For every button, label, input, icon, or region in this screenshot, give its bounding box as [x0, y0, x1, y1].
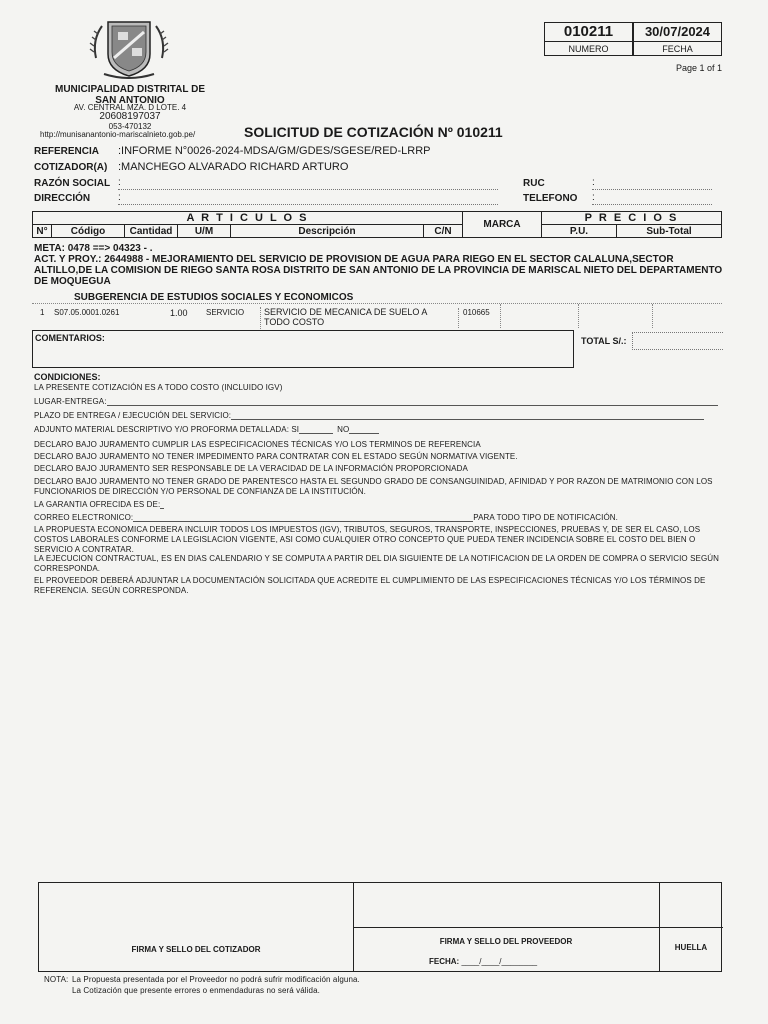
- adjunto-si-field[interactable]: [299, 425, 333, 434]
- col-no: N°: [33, 225, 52, 238]
- declaracion-4: DECLARO BAJO JURAMENTO NO TENER GRADO DE PARENTESCO HASTA EL SEGUNDO GRADO DE CONSANGUINIDAD, AFINIDAD Y POR RAZON DE MATRIMONIO CON LOS FUNCIONARIOS DE DIRECCIÓN Y/O PERSONAL DE CONFIANZA DE LA INSTITUCIÓN.: [34, 477, 713, 496]
- adjunto-label: ADJUNTO MATERIAL DESCRIPTIVO Y/O PROFORMA DETALLADA: SI: [34, 425, 300, 434]
- declaracion-1: DECLARO BAJO JURAMENTO CUMPLIR LAS ESPECIFICACIONES TÉCNICAS Y/O LOS TERMINOS DE REFERENCIA: [34, 440, 481, 449]
- correo-suffix: PARA TODO TIPO DE NOTIFICACIÓN.: [473, 513, 619, 522]
- ruc-value: :: [592, 177, 595, 188]
- project-description: ACT. Y PROY.: 2644988 - MEJORAMIENTO DEL SERVICIO DE PROVISION DE AGUA PARA RIEGO EN EL SECTOR CALALUNA,SECTOR ALTILLO,DE LA COMISION DE RIEGO SANTA ROSA DISTRITO DE SAN ANTONIO DE LA PROVINCIA DE MARISCAL NIETO DEL DEPARTAMENTO DE MOQUEGUA: [34, 254, 723, 287]
- col-pu: P.U.: [542, 225, 617, 238]
- col-um: U/M: [178, 225, 231, 238]
- nota-line1: La Propuesta presentada por el Proveedor no podrá sufrir modificación alguna.: [72, 975, 360, 984]
- document-title: SOLICITUD DE COTIZACIÓN Nº 010211: [244, 124, 503, 140]
- plazo-entrega-label: PLAZO DE ENTREGA / EJECUCIÓN DEL SERVICIO:: [34, 411, 232, 420]
- huella-label: HUELLA: [674, 943, 708, 952]
- item-cn: 010665: [458, 308, 490, 328]
- referencia-value: :INFORME N°0026-2024-MDSA/GM/GDES/SGESE/RED-LRRP: [118, 145, 431, 157]
- subgerencia-line: SUBGERENCIA DE ESTUDIOS SOCIALES Y ECONOMICOS: [74, 292, 354, 303]
- item-codigo: S07.05.0001.0261: [54, 308, 120, 317]
- comentarios-label: COMENTARIOS:: [35, 333, 105, 343]
- fecha-box: [633, 22, 722, 56]
- articulos-header: A R T I C U L O S: [33, 212, 463, 225]
- numero-box: [544, 22, 633, 56]
- correo-field[interactable]: [133, 513, 473, 522]
- fecha-value: 30/07/2024: [634, 23, 721, 42]
- item-cantidad: 1.00: [170, 308, 188, 318]
- org-name-line1: MUNICIPALIDAD DISTRITAL DE: [55, 84, 205, 95]
- numero-value: 010211: [545, 23, 632, 42]
- telefono-field[interactable]: [592, 192, 712, 205]
- declaracion-2: DECLARO BAJO JURAMENTO NO TENER IMPEDIMENTO PARA CONTRATAR CON EL ESTADO SEGÚN NORMATIVA VIGENTE.: [34, 452, 518, 461]
- fecha-firma-label: FECHA:: [429, 957, 460, 966]
- col-descripcion: Descripción: [231, 225, 424, 238]
- razon-social-field[interactable]: [118, 177, 498, 190]
- org-address: AV. CENTRAL MZA. D LOTE. 4: [73, 103, 187, 112]
- municipal-seal-logo: [88, 18, 170, 82]
- lugar-entrega-label: LUGAR-ENTREGA:: [34, 397, 107, 406]
- plazo-entrega-field[interactable]: [231, 411, 704, 420]
- fecha-label: FECHA: [662, 44, 693, 54]
- telefono-label: TELEFONO: [523, 193, 578, 204]
- adjunto-no-field[interactable]: [349, 425, 379, 434]
- nota-label: NOTA:: [44, 975, 69, 984]
- razon-social-value: :: [118, 177, 121, 188]
- precios-header: P R E C I O S: [542, 212, 722, 225]
- correo-label: CORREO ELECTRONICO:: [34, 513, 134, 522]
- articles-header-table: [32, 211, 722, 238]
- total-label: TOTAL S/.:: [581, 336, 627, 346]
- razon-social-label: RAZÓN SOCIAL: [34, 178, 111, 189]
- numero-label: NUMERO: [568, 44, 609, 54]
- referencia-label: REFERENCIA: [34, 146, 100, 157]
- signature-block: [38, 882, 722, 972]
- condicion-todo-costo: LA PRESENTE COTIZACIÓN ES A TODO COSTO (INCLUIDO IGV): [34, 383, 283, 392]
- item-row: [32, 303, 722, 330]
- col-subtotal: Sub-Total: [617, 225, 722, 238]
- fecha-firma-field[interactable]: ____/____/________: [461, 957, 538, 966]
- condiciones-title: CONDICIONES:: [34, 372, 101, 382]
- org-name-line2: SAN ANTONIO: [95, 95, 165, 106]
- propuesta-economica: LA PROPUESTA ECONOMICA DEBERA INCLUIR TODOS LOS IMPUESTOS (IGV), TRIBUTOS, SEGUROS, TRANSPORTE, INSPECCIONES, PRUEBAS Y, DE SER EL CASO, LOS COSTOS LABORALES CONFORME LA LEGISLACION VIGENTE, ASI COMO CUALQUIER OTRO CONCEPTO QUE PUEDA TENER INCIDENCIA SOBRE EL COSTO DEL BIEN O SERVICIO A CONTRATAR.: [34, 525, 701, 554]
- item-um: SERVICIO: [206, 308, 245, 317]
- lugar-entrega-field[interactable]: [107, 397, 718, 406]
- garantia-field[interactable]: [160, 500, 164, 509]
- documentacion-proveedor: EL PROVEEDOR DEBERÁ ADJUNTAR LA DOCUMENTACIÓN SOLICITADA QUE ACREDITE EL CUMPLIMIENTO DE LAS ESPECIFICACIONES TÉCNICAS Y/O LOS TÉRMINOS DE REFERENCIA. SEGÚN CORRESPONDA.: [34, 576, 706, 595]
- declaracion-3: DECLARO BAJO JURAMENTO SER RESPONSABLE DE LA VERACIDAD DE LA INFORMACIÓN PROPORCIONADA: [34, 464, 468, 473]
- cotizador-value: :MANCHEGO ALVARADO RICHARD ARTURO: [118, 161, 349, 173]
- firma-proveedor-label: FIRMA Y SELLO DEL PROVEEDOR: [439, 937, 573, 946]
- garantia-label: LA GARANTIA OFRECIDA ES DE:: [34, 500, 161, 509]
- item-descripcion-line2: TODO COSTO: [264, 317, 325, 327]
- item-no: 1: [40, 308, 45, 317]
- org-ruc: 20608197037: [99, 111, 161, 122]
- page-info: Page 1 of 1: [675, 63, 722, 73]
- firma-cotizador-label: FIRMA Y SELLO DEL COTIZADOR: [131, 945, 261, 954]
- nota-line2: La Cotización que presente errores o enmendaduras no será válida.: [72, 986, 320, 995]
- comentarios-box[interactable]: [32, 330, 574, 368]
- item-descripcion-line1: SERVICIO DE MECANICA DE SUELO A: [264, 307, 428, 317]
- direccion-field[interactable]: [118, 192, 498, 205]
- ruc-label: RUC: [523, 178, 545, 189]
- col-cantidad: Cantidad: [125, 225, 178, 238]
- cotizador-label: COTIZADOR(A): [34, 162, 108, 173]
- meta-line: META: 0478 ==> 04323 - .: [34, 243, 153, 254]
- telefono-value: :: [592, 192, 595, 203]
- ruc-field[interactable]: [592, 177, 712, 190]
- direccion-label: DIRECCIÓN: [34, 193, 91, 204]
- direccion-value: :: [118, 192, 121, 203]
- adjunto-no-label: NO: [337, 425, 350, 434]
- org-phone: 053-470132: [108, 122, 152, 131]
- ejecucion-contractual: LA EJECUCION CONTRACTUAL, ES EN DIAS CALENDARIO Y SE COMPUTA A PARTIR DEL DIA SIGUIENTE DE LA NOTIFICACION DE LA ORDEN DE COMPRA O SERVICIO SEGÚN CORRESPONDA.: [34, 554, 720, 573]
- col-codigo: Código: [52, 225, 125, 238]
- marca-header: MARCA: [463, 212, 542, 238]
- col-cn: C/N: [424, 225, 463, 238]
- org-website: http://munisanantonio-mariscalnieto.gob.pe/: [40, 130, 196, 139]
- total-field[interactable]: [632, 332, 723, 350]
